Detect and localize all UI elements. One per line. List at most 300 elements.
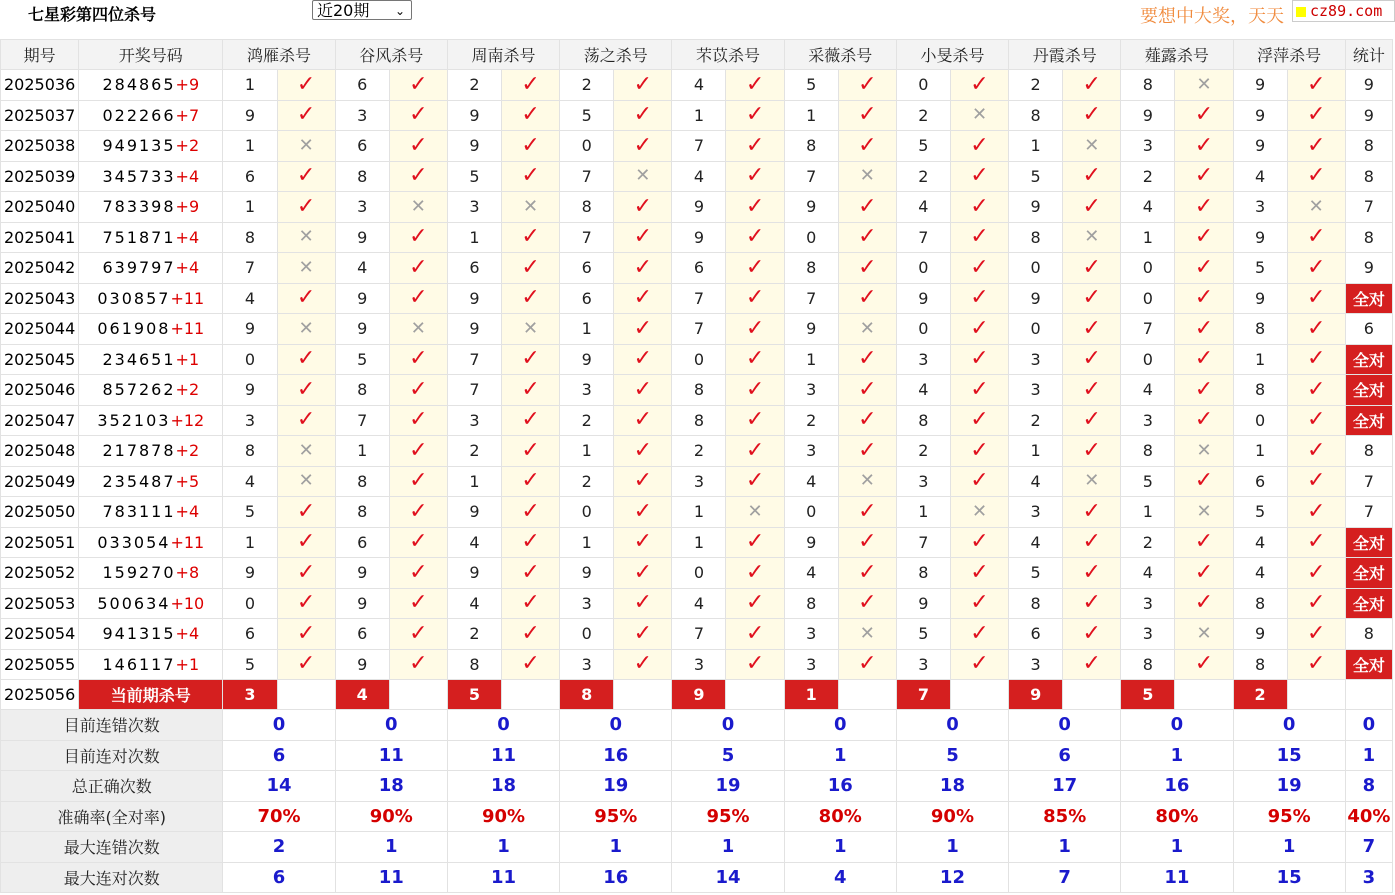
result-cell xyxy=(277,314,335,345)
kill-number-cell: 4 xyxy=(223,466,277,497)
result-cell xyxy=(277,70,335,101)
check-icon: ✓ xyxy=(1082,559,1101,585)
kill-number-cell: 0 xyxy=(896,253,950,284)
check-icon: ✓ xyxy=(1307,559,1326,585)
check-icon: ✓ xyxy=(409,437,428,463)
result-cell xyxy=(614,649,672,680)
cross-icon: ✕ xyxy=(1196,73,1212,95)
check-icon: ✓ xyxy=(1082,71,1101,97)
summary-value: 0 xyxy=(1009,710,1121,741)
kill-number-cell: 3 xyxy=(1009,497,1063,528)
kill-number-cell: 3 xyxy=(223,405,277,436)
check-icon: ✓ xyxy=(409,132,428,158)
kill-number-cell: 9 xyxy=(335,649,389,680)
all-correct-badge: 全对 xyxy=(1345,649,1392,680)
summary-label: 总正确次数 xyxy=(1,771,223,802)
draw-number-cell xyxy=(79,527,223,558)
check-icon: ✓ xyxy=(521,163,540,189)
draw-sum: +4 xyxy=(175,166,200,186)
check-icon: ✓ xyxy=(858,132,877,158)
draw-sum: +5 xyxy=(175,471,200,491)
kill-number-cell: 6 xyxy=(447,253,501,284)
check-icon: ✓ xyxy=(1194,254,1214,280)
result-cell xyxy=(277,497,335,528)
all-correct-badge: 全对 xyxy=(1345,558,1392,589)
check-icon: ✓ xyxy=(745,285,765,311)
summary-value: 1 xyxy=(672,832,784,863)
current-kill-number: 7 xyxy=(896,680,950,710)
summary-value: 95% xyxy=(672,801,784,832)
kill-number-cell: 9 xyxy=(784,314,838,345)
check-icon: ✓ xyxy=(970,529,989,555)
check-icon: ✓ xyxy=(521,132,540,158)
result-cell xyxy=(502,253,560,284)
result-cell xyxy=(1175,161,1233,192)
draw-sum: +9 xyxy=(175,197,200,217)
summary-value: 16 xyxy=(560,740,672,771)
result-cell xyxy=(614,375,672,406)
summary-value: 19 xyxy=(672,771,784,802)
period-cell: 2025038 xyxy=(1,131,79,162)
check-icon: ✓ xyxy=(1082,102,1101,128)
draw-number-cell xyxy=(79,588,223,619)
summary-value: 1 xyxy=(784,740,896,771)
period-cell: 2025036 xyxy=(1,70,79,101)
result-cell xyxy=(389,283,447,314)
kill-number-cell: 7 xyxy=(560,161,614,192)
cross-icon: ✕ xyxy=(523,317,539,339)
stat-cell: 8 xyxy=(1345,619,1392,650)
result-cell xyxy=(838,436,896,467)
column-header: 谷风杀号 xyxy=(335,40,447,70)
check-icon: ✓ xyxy=(1194,285,1214,311)
kill-number-cell: 5 xyxy=(560,100,614,131)
summary-value: 0 xyxy=(784,710,896,741)
kill-number-cell: 7 xyxy=(784,283,838,314)
check-icon: ✓ xyxy=(409,620,428,646)
kill-number-cell: 9 xyxy=(1233,70,1287,101)
check-icon: ✓ xyxy=(745,651,765,677)
table-header xyxy=(1,40,1393,70)
summary-row xyxy=(1,832,1393,863)
kill-number-cell: 7 xyxy=(784,161,838,192)
summary-value: 1 xyxy=(1009,832,1121,863)
promo-text[interactable]: 要想中大奖，天天 xyxy=(1140,6,1284,27)
stat-cell: 8 xyxy=(1345,222,1392,253)
result-cell xyxy=(1175,131,1233,162)
kill-number-cell: 8 xyxy=(560,192,614,223)
check-icon: ✓ xyxy=(970,285,989,311)
draw-digits: 030857 xyxy=(97,288,171,308)
column-header: 周南杀号 xyxy=(447,40,559,70)
check-icon: ✓ xyxy=(1194,468,1214,494)
kill-number-cell: 8 xyxy=(1121,70,1175,101)
kill-number-cell: 1 xyxy=(784,100,838,131)
summary-value: 11 xyxy=(1121,862,1233,893)
current-kill-spacer xyxy=(614,680,672,710)
current-kill-row xyxy=(1,680,1393,710)
check-icon: ✓ xyxy=(1082,498,1101,524)
period-cell: 2025053 xyxy=(1,588,79,619)
result-cell xyxy=(1063,466,1121,497)
result-cell xyxy=(1175,314,1233,345)
check-icon: ✓ xyxy=(1194,132,1214,158)
draw-digits: 751871 xyxy=(102,227,176,247)
result-cell xyxy=(277,588,335,619)
kill-number-cell: 5 xyxy=(1121,466,1175,497)
summary-value: 15 xyxy=(1233,862,1345,893)
check-icon: ✓ xyxy=(745,407,765,433)
result-cell xyxy=(502,588,560,619)
result-cell xyxy=(614,283,672,314)
kill-number-cell: 4 xyxy=(1233,527,1287,558)
kill-number-cell: 1 xyxy=(672,100,726,131)
result-cell xyxy=(838,558,896,589)
check-icon: ✓ xyxy=(1307,224,1326,250)
result-cell xyxy=(1175,283,1233,314)
kill-number-cell: 1 xyxy=(560,436,614,467)
result-cell xyxy=(502,375,560,406)
kill-number-cell: 8 xyxy=(672,375,726,406)
check-icon: ✓ xyxy=(521,71,540,97)
kill-number-cell: 7 xyxy=(896,222,950,253)
check-icon: ✓ xyxy=(970,132,989,158)
period-cell: 2025054 xyxy=(1,619,79,650)
check-icon: ✓ xyxy=(296,498,316,524)
page-title: 七星彩第四位杀号 xyxy=(28,5,157,24)
result-cell xyxy=(950,131,1008,162)
result-cell xyxy=(389,222,447,253)
check-icon: ✓ xyxy=(745,590,765,616)
check-icon: ✓ xyxy=(858,71,877,97)
result-cell xyxy=(277,100,335,131)
draw-sum: +4 xyxy=(175,258,200,278)
kill-number-cell: 1 xyxy=(1121,497,1175,528)
kill-number-cell: 7 xyxy=(560,222,614,253)
result-cell xyxy=(502,70,560,101)
check-icon: ✓ xyxy=(521,620,540,646)
summary-value: 15 xyxy=(1233,740,1345,771)
check-icon: ✓ xyxy=(409,285,428,311)
check-icon: ✓ xyxy=(970,224,989,250)
check-icon: ✓ xyxy=(409,71,428,97)
result-cell xyxy=(726,619,784,650)
kill-number-cell: 3 xyxy=(1121,131,1175,162)
kill-number-cell: 3 xyxy=(896,649,950,680)
result-cell xyxy=(502,222,560,253)
kill-number-cell: 9 xyxy=(223,375,277,406)
result-cell xyxy=(726,283,784,314)
kill-number-cell: 3 xyxy=(560,649,614,680)
period-cell: 2025043 xyxy=(1,283,79,314)
kill-number-cell: 0 xyxy=(223,588,277,619)
check-icon: ✓ xyxy=(633,71,653,97)
result-cell xyxy=(950,527,1008,558)
kill-number-cell: 5 xyxy=(1233,253,1287,284)
check-icon: ✓ xyxy=(633,407,653,433)
draw-number-cell xyxy=(79,436,223,467)
kill-number-cell: 2 xyxy=(896,161,950,192)
cross-icon: ✕ xyxy=(1084,226,1100,248)
draw-sum: +2 xyxy=(175,380,200,400)
draw-number-cell xyxy=(79,649,223,680)
kill-number-cell: 4 xyxy=(447,527,501,558)
kill-number-cell: 9 xyxy=(223,314,277,345)
kill-number-cell: 7 xyxy=(672,283,726,314)
check-icon: ✓ xyxy=(1194,407,1214,433)
stat-cell: 7 xyxy=(1345,192,1392,223)
check-icon: ✓ xyxy=(1082,529,1101,555)
summary-label: 准确率(全对率) xyxy=(1,801,223,832)
draw-sum: +7 xyxy=(175,105,200,125)
stat-cell: 6 xyxy=(1345,314,1392,345)
cross-icon: ✕ xyxy=(410,317,426,339)
check-icon: ✓ xyxy=(858,346,877,372)
kill-number-cell: 3 xyxy=(1121,619,1175,650)
current-kill-spacer xyxy=(838,680,896,710)
result-cell xyxy=(277,253,335,284)
summary-value: 11 xyxy=(335,862,447,893)
summary-value: 1 xyxy=(560,832,672,863)
check-icon: ✓ xyxy=(858,590,877,616)
cross-icon: ✕ xyxy=(859,470,875,492)
kill-number-cell: 7 xyxy=(896,527,950,558)
check-icon: ✓ xyxy=(1194,315,1214,341)
kill-number-cell: 0 xyxy=(1009,314,1063,345)
check-icon: ✓ xyxy=(296,620,316,646)
current-kill-spacer xyxy=(502,680,560,710)
check-icon: ✓ xyxy=(633,437,653,463)
period-cell: 2025055 xyxy=(1,649,79,680)
result-cell xyxy=(277,649,335,680)
result-cell xyxy=(950,497,1008,528)
kill-number-cell: 2 xyxy=(896,436,950,467)
draw-digits: 949135 xyxy=(102,136,176,156)
result-cell xyxy=(277,558,335,589)
check-icon: ✓ xyxy=(409,254,428,280)
result-cell xyxy=(389,314,447,345)
kill-number-cell: 9 xyxy=(335,558,389,589)
period-cell: 2025037 xyxy=(1,100,79,131)
result-cell xyxy=(277,344,335,375)
range-select[interactable] xyxy=(312,0,412,20)
result-cell xyxy=(1287,405,1345,436)
check-icon: ✓ xyxy=(745,468,765,494)
check-icon: ✓ xyxy=(1194,163,1214,189)
result-cell xyxy=(950,588,1008,619)
summary-value: 85% xyxy=(1009,801,1121,832)
check-icon: ✓ xyxy=(858,651,877,677)
result-cell xyxy=(950,558,1008,589)
check-icon: ✓ xyxy=(296,163,316,189)
kill-number-cell: 7 xyxy=(672,131,726,162)
kill-number-cell: 4 xyxy=(784,558,838,589)
check-icon: ✓ xyxy=(521,376,540,402)
check-icon: ✓ xyxy=(1082,590,1101,616)
current-kill-number: 5 xyxy=(1121,680,1175,710)
result-cell xyxy=(1287,527,1345,558)
result-cell xyxy=(726,436,784,467)
table-row xyxy=(1,314,1393,345)
result-cell xyxy=(838,314,896,345)
check-icon: ✓ xyxy=(296,193,316,219)
kill-number-cell: 2 xyxy=(447,619,501,650)
summary-value: 14 xyxy=(672,862,784,893)
kill-number-cell: 5 xyxy=(1009,558,1063,589)
check-icon: ✓ xyxy=(1082,620,1101,646)
check-icon: ✓ xyxy=(521,254,540,280)
result-cell xyxy=(502,344,560,375)
table-row xyxy=(1,497,1393,528)
kill-number-cell: 3 xyxy=(784,649,838,680)
kill-number-cell: 8 xyxy=(335,466,389,497)
draw-digits: 234651 xyxy=(102,349,176,369)
result-cell xyxy=(838,527,896,558)
kill-number-cell: 3 xyxy=(896,344,950,375)
column-header: 丹霞杀号 xyxy=(1009,40,1121,70)
table-row xyxy=(1,131,1393,162)
result-cell xyxy=(1287,283,1345,314)
result-cell xyxy=(726,314,784,345)
draw-digits: 159270 xyxy=(102,563,176,583)
all-correct-badge: 全对 xyxy=(1345,588,1392,619)
result-cell xyxy=(950,405,1008,436)
kill-number-cell: 7 xyxy=(672,619,726,650)
current-kill-number: 3 xyxy=(223,680,277,710)
summary-value: 1 xyxy=(1345,740,1392,771)
summary-value: 16 xyxy=(1121,771,1233,802)
summary-value: 0 xyxy=(1121,710,1233,741)
result-cell xyxy=(614,131,672,162)
summary-value: 6 xyxy=(223,862,335,893)
check-icon: ✓ xyxy=(521,437,540,463)
current-kill-number: 9 xyxy=(1009,680,1063,710)
summary-value: 14 xyxy=(223,771,335,802)
summary-value: 3 xyxy=(1345,862,1392,893)
summary-value: 19 xyxy=(560,771,672,802)
kill-number-cell: 1 xyxy=(1009,436,1063,467)
draw-digits: 639797 xyxy=(102,258,176,278)
result-cell xyxy=(614,100,672,131)
column-header: 开奖号码 xyxy=(79,40,223,70)
kill-number-cell: 0 xyxy=(1121,283,1175,314)
result-cell xyxy=(1063,558,1121,589)
result-cell xyxy=(277,192,335,223)
check-icon: ✓ xyxy=(633,132,653,158)
result-cell xyxy=(1287,375,1345,406)
check-icon: ✓ xyxy=(633,620,653,646)
check-icon: ✓ xyxy=(409,590,428,616)
result-cell xyxy=(838,405,896,436)
draw-number-cell xyxy=(79,619,223,650)
result-cell xyxy=(838,70,896,101)
table-row xyxy=(1,253,1393,284)
result-cell xyxy=(614,70,672,101)
period-cell: 2025046 xyxy=(1,375,79,406)
kill-number-cell: 6 xyxy=(335,527,389,558)
draw-number-cell xyxy=(79,558,223,589)
summary-value: 19 xyxy=(1233,771,1345,802)
check-icon: ✓ xyxy=(633,346,653,372)
result-cell xyxy=(389,649,447,680)
column-header: 浮萍杀号 xyxy=(1233,40,1345,70)
draw-number-cell xyxy=(79,283,223,314)
result-cell xyxy=(389,558,447,589)
kill-number-cell: 9 xyxy=(447,558,501,589)
kill-number-cell: 3 xyxy=(335,192,389,223)
cross-icon: ✕ xyxy=(1196,439,1212,461)
kill-number-cell: 9 xyxy=(896,283,950,314)
cross-icon: ✕ xyxy=(298,470,314,492)
summary-value: 40% xyxy=(1345,801,1392,832)
result-cell xyxy=(1175,497,1233,528)
check-icon: ✓ xyxy=(1082,254,1101,280)
draw-number-cell xyxy=(79,405,223,436)
draw-digits: 500634 xyxy=(97,593,171,613)
site-name: cz89.com xyxy=(1310,2,1383,20)
result-cell xyxy=(277,466,335,497)
check-icon: ✓ xyxy=(409,559,428,585)
check-icon: ✓ xyxy=(1082,346,1101,372)
kill-number-cell: 0 xyxy=(784,497,838,528)
summary-value: 1 xyxy=(335,832,447,863)
check-icon: ✓ xyxy=(745,163,765,189)
check-icon: ✓ xyxy=(970,71,989,97)
check-icon: ✓ xyxy=(1307,620,1326,646)
check-icon: ✓ xyxy=(858,376,877,402)
result-cell xyxy=(726,253,784,284)
kill-number-cell: 1 xyxy=(223,131,277,162)
result-cell xyxy=(614,161,672,192)
kill-number-cell: 0 xyxy=(560,619,614,650)
result-cell xyxy=(838,283,896,314)
kill-number-cell: 9 xyxy=(223,100,277,131)
site-badge[interactable] xyxy=(1292,0,1395,22)
kill-number-cell: 6 xyxy=(335,619,389,650)
result-cell xyxy=(950,375,1008,406)
kill-number-cell: 3 xyxy=(447,405,501,436)
draw-sum: +9 xyxy=(175,75,200,95)
draw-number-cell xyxy=(79,70,223,101)
kill-number-cell: 9 xyxy=(1009,283,1063,314)
summary-value: 17 xyxy=(1009,771,1121,802)
cross-icon: ✕ xyxy=(747,500,763,522)
kill-number-cell: 6 xyxy=(335,131,389,162)
result-cell xyxy=(502,619,560,650)
result-cell xyxy=(950,161,1008,192)
summary-value: 2 xyxy=(223,832,335,863)
check-icon: ✓ xyxy=(1082,407,1101,433)
kill-number-cell: 3 xyxy=(1009,375,1063,406)
check-icon: ✓ xyxy=(521,285,540,311)
check-icon: ✓ xyxy=(745,224,765,250)
result-cell xyxy=(726,222,784,253)
result-cell xyxy=(1175,100,1233,131)
draw-digits: 284865 xyxy=(102,75,176,95)
kill-number-cell: 1 xyxy=(1009,131,1063,162)
summary-value: 11 xyxy=(447,862,559,893)
kill-number-cell: 2 xyxy=(672,436,726,467)
kill-number-cell: 1 xyxy=(672,497,726,528)
kill-number-cell: 0 xyxy=(1233,405,1287,436)
summary-row xyxy=(1,771,1393,802)
check-icon: ✓ xyxy=(745,315,765,341)
summary-value: 16 xyxy=(784,771,896,802)
result-cell xyxy=(1063,588,1121,619)
kill-number-cell: 4 xyxy=(1009,466,1063,497)
result-cell xyxy=(614,314,672,345)
kill-number-cell: 9 xyxy=(560,344,614,375)
